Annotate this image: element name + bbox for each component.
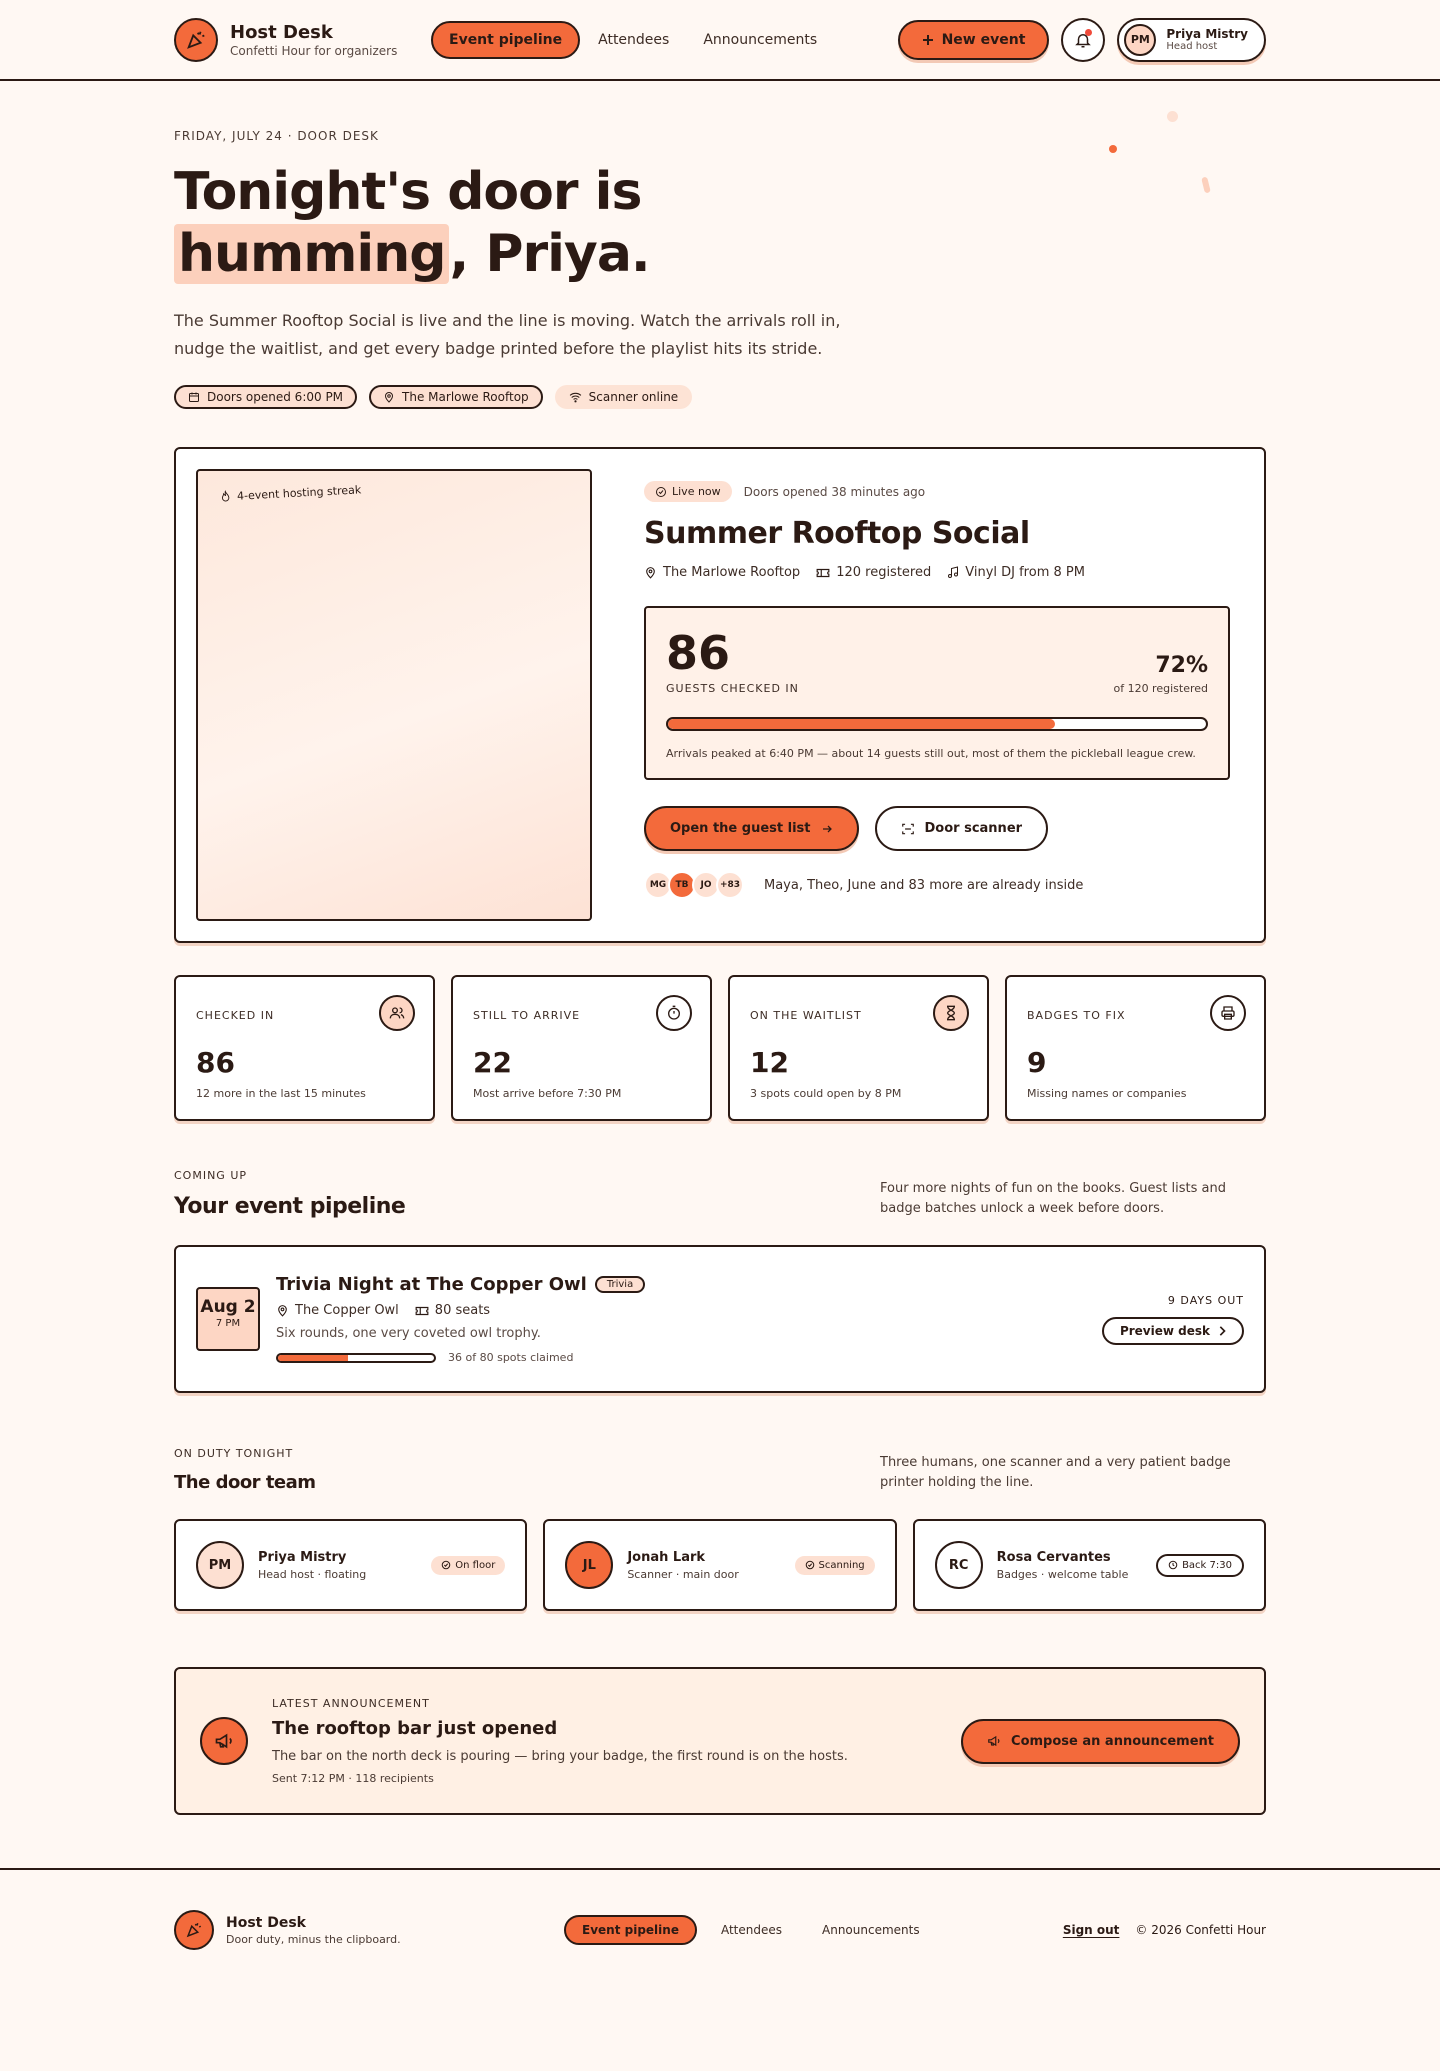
team-member-card[interactable] <box>543 1519 896 1611</box>
stat-value: 9 <box>1027 1046 1047 1079</box>
stats-row <box>174 975 1266 1121</box>
confetti-dot <box>1109 145 1117 153</box>
checkin-progress <box>644 606 1230 780</box>
sign-out-link[interactable]: Sign out <box>1062 1923 1120 1937</box>
chip-doors-opened <box>174 385 357 409</box>
nav-event-pipeline[interactable]: Event pipeline <box>431 21 580 59</box>
avatar: JO <box>692 871 720 899</box>
status-badge <box>1156 1554 1244 1577</box>
megaphone-icon <box>200 1717 248 1765</box>
member-role: Badges · welcome table <box>996 1567 1129 1581</box>
wifi-icon <box>569 391 582 403</box>
notifications-button[interactable] <box>1061 18 1105 62</box>
section-eyebrow: ON DUTY TONIGHT <box>174 1447 294 1460</box>
copyright: © 2026 Confetti Hour <box>1135 1923 1266 1937</box>
event-time: 7 PM <box>215 1318 241 1329</box>
user-name: Priya Mistry <box>1166 27 1248 41</box>
preview-desk-button[interactable] <box>1102 1317 1244 1345</box>
event-music <box>947 565 1085 580</box>
stat-subtext: 3 spots could open by 8 PM <box>750 1087 902 1100</box>
stat-label: STILL TO ARRIVE <box>473 1009 581 1022</box>
avatar: RC <box>935 1541 983 1589</box>
team-member-card[interactable] <box>174 1519 527 1611</box>
footer-nav <box>564 1915 936 1945</box>
stat-card-checked-in[interactable] <box>174 975 435 1121</box>
stat-label: ON THE WAITLIST <box>750 1009 862 1022</box>
announcement-meta: Sent 7:12 PM · 118 recipients <box>272 1772 434 1785</box>
registered-total: of 120 registered <box>1113 682 1208 695</box>
section-eyebrow: COMING UP <box>174 1169 248 1182</box>
date-tile <box>196 1287 260 1351</box>
event-date: Aug 2 <box>200 1297 256 1317</box>
pipeline-seats <box>415 1303 490 1318</box>
check-circle-icon <box>655 486 667 498</box>
check-circle-icon <box>805 1560 815 1570</box>
new-event-label: New event <box>941 31 1026 48</box>
scan-icon <box>901 822 915 836</box>
nav-attendees[interactable]: Attendees <box>598 31 670 48</box>
clock-icon <box>1168 1560 1178 1570</box>
users-icon <box>379 995 415 1031</box>
announcement-eyebrow: LATEST ANNOUNCEMENT <box>272 1697 430 1710</box>
streak-badge <box>220 483 362 503</box>
team-member-card[interactable] <box>913 1519 1266 1611</box>
stat-value: 22 <box>473 1046 512 1079</box>
event-venue <box>644 565 800 580</box>
doors-opened-text: Doors opened 38 minutes ago <box>743 484 926 499</box>
map-pin-icon <box>644 566 657 579</box>
footer-nav-attendees[interactable]: Attendees <box>720 1923 782 1937</box>
announcement-body: The bar on the north deck is pouring — bring your badge, the first round is on the hosts. <box>272 1749 848 1764</box>
footer-brand-name: Host Desk <box>226 1914 306 1931</box>
title-part: , Priya. <box>449 224 650 284</box>
new-event-button[interactable] <box>898 20 1050 60</box>
pipeline-venue <box>276 1303 399 1318</box>
printer-icon <box>1210 995 1246 1031</box>
open-guest-list-label: Open the guest list <box>670 821 811 836</box>
member-name: Rosa Cervantes <box>996 1549 1111 1565</box>
user-menu[interactable] <box>1117 18 1266 62</box>
map-pin-icon <box>276 1304 289 1317</box>
door-scanner-button[interactable] <box>875 806 1049 851</box>
spots-progress-bar <box>276 1353 436 1363</box>
hero-description: The Summer Rooftop Social is live and the line is moving. Watch the arrivals roll in, nudge the waitlist, and get every badge printed before the playlist hits its stride. <box>174 311 841 358</box>
brand-name: Host Desk <box>230 21 333 43</box>
pipeline-venue-label: The Copper Owl <box>295 1303 399 1318</box>
chip-label: The Marlowe Rooftop <box>402 390 529 404</box>
member-role: Scanner · main door <box>627 1567 739 1581</box>
event-music-label: Vinyl DJ from 8 PM <box>965 565 1085 580</box>
live-badge <box>644 481 732 502</box>
pipeline-event-title: Trivia Night at The Copper Owl <box>276 1274 587 1295</box>
plus-icon <box>922 34 934 46</box>
pipeline-description: Six rounds, one very coveted owl trophy. <box>276 1326 541 1341</box>
door-scanner-label: Door scanner <box>924 821 1023 836</box>
ticket-icon <box>816 567 830 579</box>
chip-label: Scanner online <box>588 390 679 404</box>
stat-card-still-to-arrive[interactable] <box>451 975 712 1121</box>
section-description: Three humans, one scanner and a very patient badge printer holding the line. <box>880 1455 1231 1490</box>
event-venue-label: The Marlowe Rooftop <box>663 565 801 580</box>
checked-in-label: GUESTS CHECKED IN <box>666 682 799 695</box>
announcement-title: The rooftop bar just opened <box>272 1718 558 1739</box>
stat-card-badges[interactable] <box>1005 975 1266 1121</box>
checkin-progress-bar <box>666 717 1208 731</box>
compose-announcement-label: Compose an announcement <box>1011 1733 1214 1749</box>
avatar: PM <box>196 1541 244 1589</box>
status-label: On floor <box>455 1559 496 1571</box>
footer <box>0 1868 1440 2071</box>
title-part: Tonight's door is <box>174 162 642 222</box>
checked-in-count: 86 <box>666 626 731 680</box>
timer-icon <box>656 995 692 1031</box>
avatar: JL <box>565 1541 613 1589</box>
avatar: PM <box>1124 24 1156 56</box>
music-note-icon <box>947 566 959 579</box>
megaphone-icon <box>987 1734 1001 1748</box>
member-name: Jonah Lark <box>627 1549 706 1565</box>
nav-announcements[interactable]: Announcements <box>703 31 818 48</box>
hero <box>174 81 1266 409</box>
guests-inside <box>644 871 1230 899</box>
status-label: Back 7:30 <box>1182 1559 1232 1571</box>
status-badge <box>431 1556 505 1575</box>
streak-label: 4-event hosting streak <box>236 483 362 503</box>
section-description: Four more nights of fun on the books. Guest lists and badge batches unlock a week before doors. <box>880 1181 1226 1216</box>
hourglass-icon <box>933 995 969 1031</box>
notification-dot <box>1085 29 1092 36</box>
stat-subtext: 12 more in the last 15 minutes <box>196 1087 366 1100</box>
stat-subtext: Missing names or companies <box>1027 1087 1187 1100</box>
footer-brand-sub: Door duty, minus the clipboard. <box>226 1932 401 1946</box>
hero-eyebrow: FRIDAY, JULY 24 · DOOR DESK <box>174 129 379 143</box>
brand[interactable] <box>174 18 431 62</box>
arrow-right-icon <box>821 823 833 835</box>
pipeline-seats-label: 80 seats <box>434 1303 491 1318</box>
checked-in-percent: 72% <box>1155 653 1208 678</box>
stat-label: CHECKED IN <box>196 1009 275 1022</box>
user-role: Head host <box>1166 41 1218 52</box>
chip-label: Doors opened 6:00 PM <box>207 390 344 404</box>
brand-subtitle: Confetti Hour for organizers <box>230 43 398 58</box>
days-out: 9 DAYS OUT <box>1167 1293 1244 1307</box>
arrivals-note: Arrivals peaked at 6:40 PM — about 14 guests still out, most of them the pickleball league crew. <box>666 747 1196 760</box>
avatar-overflow: +83 <box>716 871 744 899</box>
stat-card-waitlist[interactable] <box>728 975 989 1121</box>
open-guest-list-button[interactable] <box>644 806 859 851</box>
member-role: Head host · floating <box>258 1567 367 1581</box>
live-badge-label: Live now <box>672 485 721 498</box>
team-section <box>174 1447 1266 1611</box>
spots-progress-fill <box>278 1355 348 1361</box>
stat-label: BADGES TO FIX <box>1027 1009 1126 1022</box>
footer-nav-announcements[interactable]: Announcements <box>822 1923 920 1937</box>
map-pin-icon <box>383 391 395 403</box>
spots-claimed: 36 of 80 spots claimed <box>448 1351 574 1364</box>
avatar: MG <box>644 871 672 899</box>
title-highlight: humming <box>174 224 449 284</box>
flame-icon <box>220 490 232 504</box>
compose-announcement-button[interactable] <box>961 1719 1240 1764</box>
calendar-icon <box>188 391 200 403</box>
section-title: The door team <box>174 1472 316 1493</box>
preview-desk-label: Preview desk <box>1119 1323 1210 1338</box>
stat-value: 86 <box>196 1046 235 1079</box>
ticket-icon <box>415 1305 429 1317</box>
guests-inside-text: Maya, Theo, June and 83 more are already inside <box>764 877 1084 893</box>
top-header <box>0 0 1440 81</box>
event-registered-label: 120 registered <box>836 565 932 580</box>
event-registered <box>816 565 931 580</box>
announcement-card <box>174 1667 1266 1815</box>
member-name: Priya Mistry <box>258 1549 347 1565</box>
stat-subtext: Most arrive before 7:30 PM <box>473 1087 622 1100</box>
avatar: TB <box>668 871 696 899</box>
chevron-right-icon <box>1218 1326 1226 1336</box>
page-title <box>174 161 854 285</box>
checkin-progress-fill <box>668 719 1055 729</box>
party-popper-icon <box>174 18 218 62</box>
status-label: Scanning <box>818 1559 865 1571</box>
main-nav <box>431 21 833 59</box>
event-title: Summer Rooftop Social <box>644 516 1030 551</box>
section-title: Your event pipeline <box>174 1194 406 1219</box>
status-badge <box>795 1556 875 1575</box>
chip-scanner <box>555 385 693 409</box>
confetti-dot <box>1167 111 1178 122</box>
stat-value: 12 <box>750 1046 789 1079</box>
footer-nav-event-pipeline[interactable]: Event pipeline <box>564 1915 697 1945</box>
pipeline-section <box>174 1169 1266 1393</box>
event-tag: Trivia <box>595 1276 645 1293</box>
footer-brand[interactable] <box>174 1910 564 1950</box>
chip-venue <box>369 385 543 409</box>
check-circle-icon <box>441 1560 451 1570</box>
event-photo <box>196 469 592 921</box>
pipeline-event-card[interactable] <box>174 1245 1266 1393</box>
party-popper-icon <box>174 1910 214 1950</box>
live-event-card <box>174 447 1266 943</box>
